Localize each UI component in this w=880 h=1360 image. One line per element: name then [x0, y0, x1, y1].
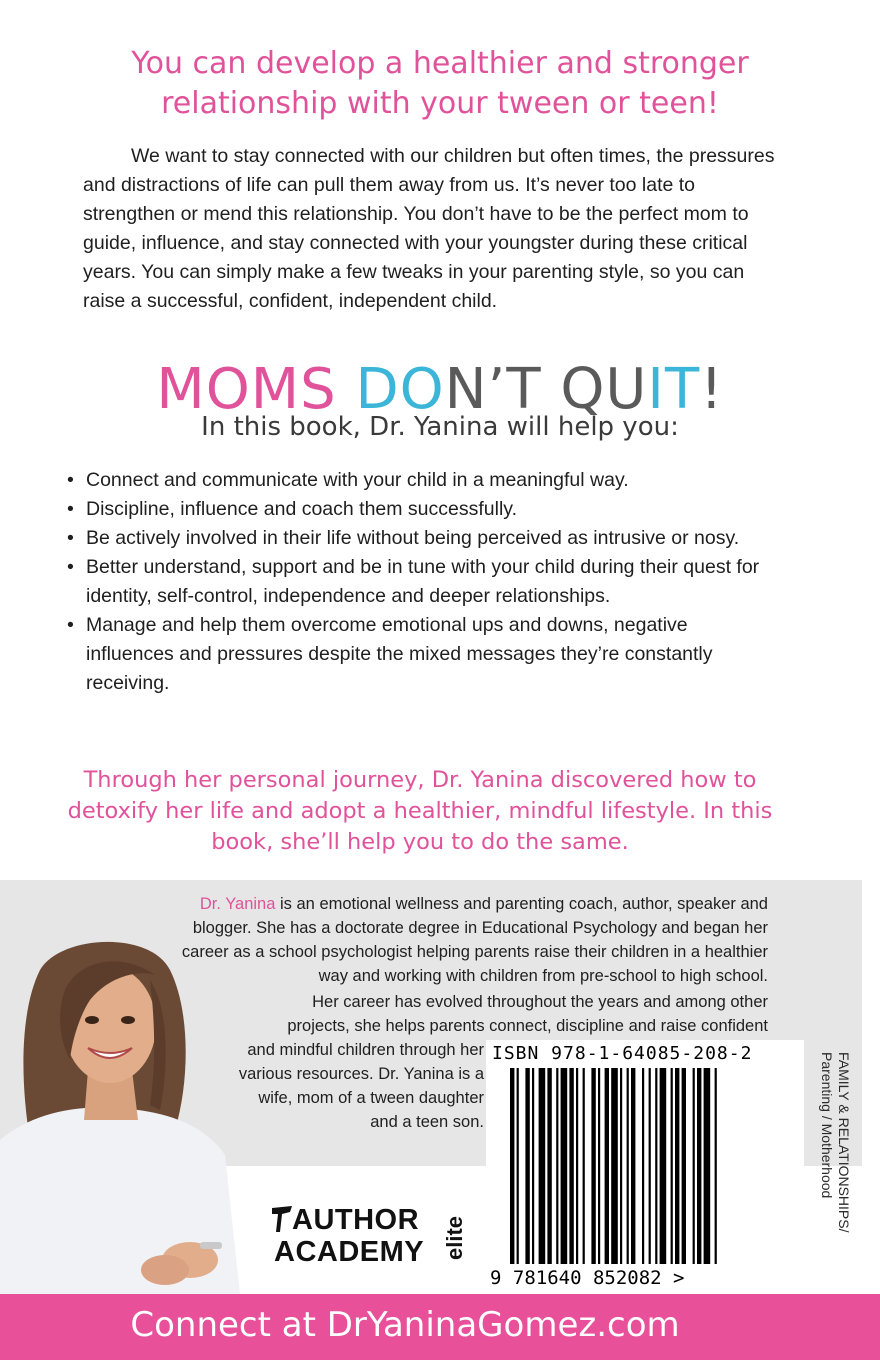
barcode-bar	[693, 1068, 695, 1264]
barcode-bar	[539, 1068, 546, 1264]
bio-line: projects, she helps parents connect, discipline and raise confident	[287, 1017, 768, 1035]
barcode-bar	[547, 1068, 551, 1264]
list-item-text: Better understand, support and be in tune with your child during their quest for identity, self-control, independence and deeper relationships.	[86, 556, 760, 607]
barcode-bar	[591, 1068, 595, 1264]
brand-do: DO	[355, 357, 445, 422]
publisher-tag: elite	[442, 1215, 467, 1261]
brand-it: IT	[647, 357, 701, 422]
barcode-bar	[631, 1068, 635, 1264]
category-label	[804, 1052, 852, 1272]
brand-nt-qu: N’T QU	[444, 357, 648, 422]
publisher-logo	[270, 1202, 470, 1274]
list-item	[64, 611, 764, 698]
bio-line: wife, mom of a tween daughter	[258, 1089, 484, 1107]
barcode-bar	[583, 1068, 585, 1264]
list-item	[64, 466, 764, 495]
list-item-text: Manage and help them overcome emotional ups and downs, negative influences and pressures despite the mixed messages they’re constantly receiving.	[86, 614, 713, 694]
list-item-text: Connect and communicate with your child in a meaningful way.	[86, 469, 629, 491]
barcode-bar	[642, 1068, 644, 1264]
isbn-digits: 9 781640 852082 >	[490, 1267, 685, 1289]
headline-line-2: relationship with your tween or teen!	[161, 86, 719, 121]
bullet-icon: •	[67, 614, 74, 636]
barcode-bar	[556, 1068, 558, 1264]
barcode-bar	[627, 1068, 629, 1264]
headline-line-1: You can develop a healthier and stronger	[131, 46, 749, 81]
bio-paragraph-1	[150, 892, 768, 988]
bullet-icon: •	[67, 498, 74, 520]
barcode-bar	[715, 1068, 717, 1264]
barcode-bar	[532, 1068, 534, 1264]
list-item-text: Be actively involved in their life without being perceived as intrusive or nosy.	[86, 527, 740, 549]
intro-paragraph: We want to stay connected with our children but often times, the pressures and distractions of life can pull them away from us. It’s never too late to strengthen or mend this relationship. You don’t have to be the perfect mom to guide, influence, and stay connected with your youngster during these critical years. You can simply make a few tweaks in your parenting style, so you can raise a successful, confident, independent child.	[83, 145, 775, 312]
barcode-bar	[671, 1068, 673, 1264]
barcode-bar	[605, 1068, 609, 1264]
barcode-bar	[561, 1068, 568, 1264]
bio-line: and a teen son.	[370, 1113, 484, 1131]
bio-line: and mindful children through her	[247, 1041, 484, 1059]
bullet-icon: •	[67, 527, 74, 549]
bio-paragraph-1-text: is an emotional wellness and parenting coach, author, speaker and blogger. She has a doctorate degree in Educational Psychology and began her career as a school psychologist helping parents raise their children in a healthier way and working with children from pre-school to high school.	[181, 895, 768, 985]
footer-link[interactable]: Connect at DrYaninaGomez.com	[130, 1305, 680, 1345]
barcode-bar	[569, 1068, 573, 1264]
journey-statement: Through her personal journey, Dr. Yanina discovered how to detoxify her life and adopt a healthier, mindful lifestyle. In this book, she’ll help you to do the same.	[67, 767, 773, 855]
category-line-2: Parenting / Motherhood	[819, 1052, 835, 1199]
barcode-bar	[517, 1068, 519, 1264]
subhead: In this book, Dr. Yanina will help you:	[201, 412, 679, 442]
barcode-bar	[620, 1068, 622, 1264]
bullet-icon: •	[67, 556, 74, 578]
quill-icon	[270, 1204, 294, 1234]
barcode-bar	[611, 1068, 618, 1264]
publisher-line-1: AUTHOR	[292, 1204, 420, 1236]
barcode-bar	[525, 1068, 529, 1264]
barcode-bar	[576, 1068, 578, 1264]
barcode-bar	[675, 1068, 679, 1264]
barcode	[510, 1068, 780, 1264]
footer-banner	[0, 1294, 880, 1360]
headline	[40, 44, 840, 124]
isbn-label: ISBN 978-1-64085-208-2	[492, 1043, 753, 1064]
brand-moms: MOMS	[156, 357, 356, 422]
list-item	[64, 524, 764, 553]
bio-line: various resources. Dr. Yanina is a	[238, 1065, 484, 1083]
publisher-line-2: ACADEMY	[274, 1236, 425, 1268]
category-line-1: FAMILY & RELATIONSHIPS/	[836, 1052, 852, 1233]
list-item-text: Discipline, influence and coach them successfully.	[86, 498, 518, 520]
barcode-bar	[682, 1068, 686, 1264]
barcode-bar	[649, 1068, 651, 1264]
author-name: Dr. Yanina	[199, 895, 276, 913]
barcode-bar	[660, 1068, 667, 1264]
list-item	[64, 495, 764, 524]
benefit-list	[64, 466, 764, 698]
bullet-icon: •	[67, 469, 74, 491]
barcode-bar	[510, 1068, 514, 1264]
barcode-bar	[598, 1068, 600, 1264]
brand-exclaim: !	[700, 357, 724, 422]
barcode-bar	[697, 1068, 701, 1264]
list-item	[64, 553, 764, 611]
bio-line: Her career has evolved throughout the years and among other	[312, 993, 768, 1011]
barcode-bar	[655, 1068, 657, 1264]
author-photo	[0, 930, 240, 1294]
barcode-bar	[704, 1068, 711, 1264]
